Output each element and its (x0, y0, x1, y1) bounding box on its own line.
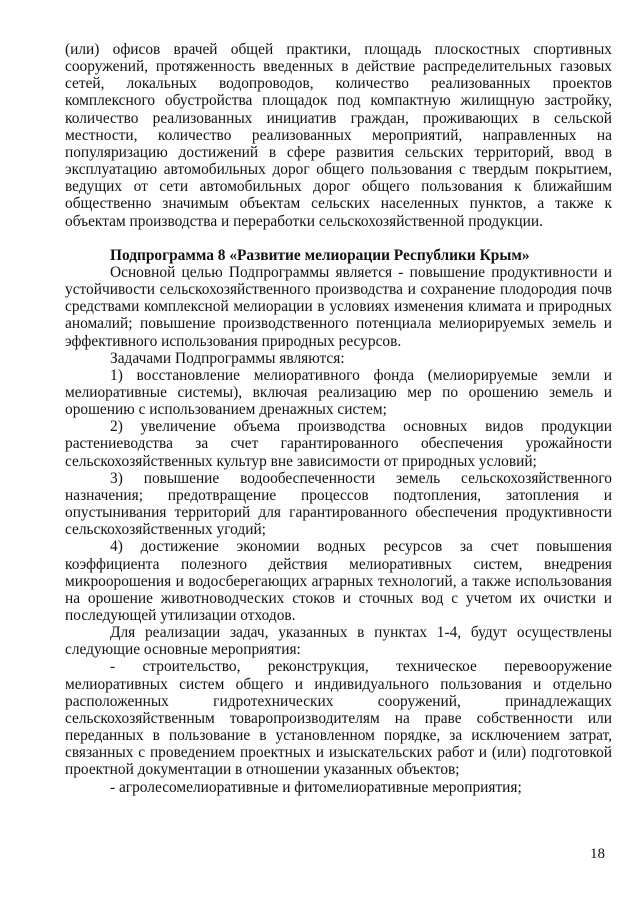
subprogram-heading: Подпрограмма 8 «Развитие мелиорации Республики Крым» (110, 246, 530, 264)
measure-item-1: - строительство, реконструкция, техническое перевооружение мелиоративных систем общего и индивидуального пользования и отдельно расположенных гидротехнических сооружений, принадлежащих сельскохозяйственным товаропроизводителям на праве собственности или переданных в пользование в установленном порядке, за исключением затрат, связанных с проведением проектных и изыскательских работ и (или) подготовкой проектной документации в отношении указанных объектов; (65, 658, 612, 779)
page-body (65, 41, 612, 796)
measure-item-2: - агролесомелиоративные и фитомелиоративные мероприятия; (110, 778, 522, 796)
page-number: 18 (590, 846, 605, 862)
task-item-3: 3) повышение водообеспеченности земель сельскохозяйственного назначения; предотвращение процессов подтопления, затопления и опустынивания территорий для гарантированного обеспечения продуктивности сельскохозяйственных угодий; (65, 469, 612, 539)
task-item-2: 2) увеличение объема производства основных видов продукции растениеводства за счет гарантированного обеспечения урожайности сельскохозяйственных культур вне зависимости от природных условий; (65, 418, 612, 470)
task-item-1: 1) восстановление мелиоративного фонда (мелиорируемые земли и мелиоративные системы), включая реализацию мер по орошению земель и орошению с использованием дренажных систем; (65, 366, 612, 419)
section-spacer (65, 230, 612, 247)
goal-paragraph: Основной целью Подпрограммы является - повышение продуктивности и устойчивости сельскохозяйственного производства и сохранение плодородия почв средствами комплексной мелиорации в условиях изменения климата и природных аномалий; повышение производственного потенциала мелиорируемых земель и эффективного использования природных ресурсов. (65, 263, 612, 350)
body-paragraph-continuation: (или) офисов врачей общей практики, площадь плоскостных спортивных сооружений, протяженность введенных в действие распределительных газовых сетей, локальных водопроводов, количество реализованных проектов комплексного обустройства площадок под компактную жилищную застройку, количество реализованных инициатив граждан, проживающих в сельской местности, количество реализованных мероприятий, направленных на популяризацию достижений в сфере развития сельских территорий, ввод в эксплуатацию автомобильных дорог общего пользования с твердым покрытием, ведущих от сети автомобильных дорог общего пользования к ближайшим общественно значимым объектам сельских населенных пунктов, а также к объектам производства и переработки сельскохозяйственной продукции. (65, 41, 612, 230)
measures-intro: Для реализации задач, указанных в пунктах 1-4, будут осуществлены следующие основные мероприятия: (65, 624, 612, 659)
tasks-intro: Задачами Подпрограммы являются: (110, 349, 345, 367)
task-item-4: 4) достижение экономии водных ресурсов за счет повышения коэффициента полезного действия мелиоративных систем, внедрения микроорошения и водосберегающих аграрных технологий, а также использования на орошение животноводческих стоков и сточных вод с учетом их очистки и последующей утилизации отходов. (65, 538, 612, 624)
